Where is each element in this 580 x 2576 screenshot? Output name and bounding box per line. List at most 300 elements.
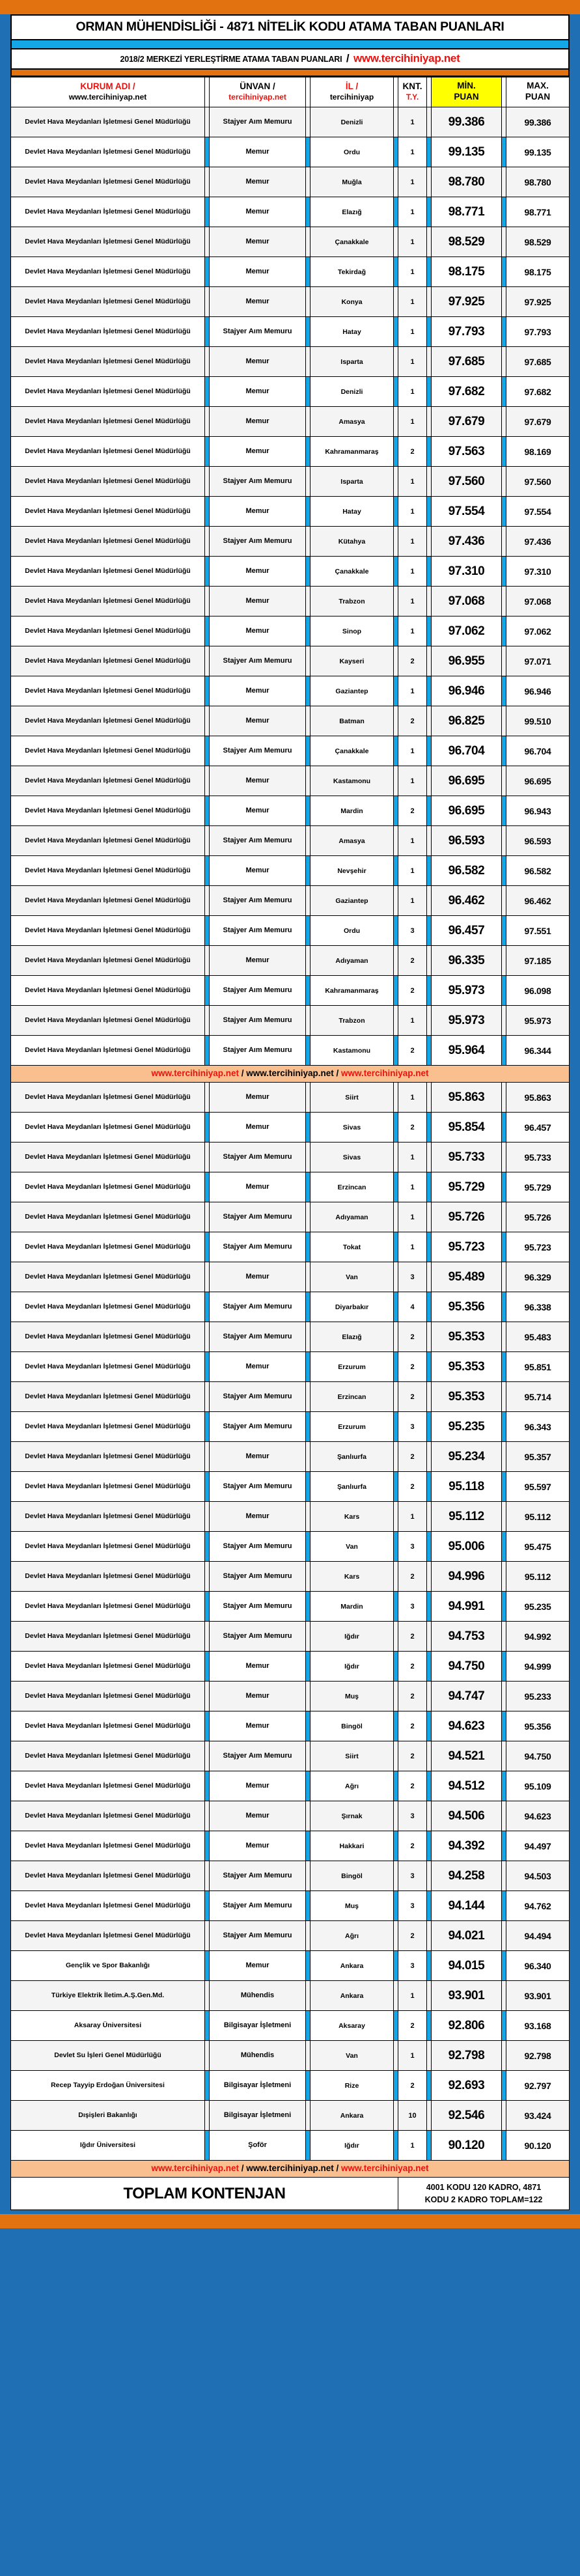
- column-separator: [306, 1232, 311, 1262]
- table-row[interactable]: [11, 1232, 570, 1262]
- column-separator: [205, 227, 210, 257]
- row-kurum-cell: Devlet Hava Meydanları İşletmesi Genel Müdürlüğü: [11, 1412, 205, 1442]
- table-row[interactable]: [11, 197, 570, 227]
- table-row[interactable]: [11, 856, 570, 886]
- column-separator: [306, 916, 311, 946]
- row-kurum-cell: Devlet Hava Meydanları İşletmesi Genel Müdürlüğü: [11, 1292, 205, 1322]
- table-row[interactable]: [11, 497, 570, 527]
- column-separator: [427, 946, 432, 976]
- column-separator: [306, 587, 311, 616]
- row-kontenjan-cell: 1: [398, 736, 427, 766]
- column-separator: [205, 856, 210, 886]
- table-row[interactable]: [11, 407, 570, 437]
- column-header-kurum[interactable]: [11, 77, 205, 107]
- column-separator: [306, 1801, 311, 1831]
- table-row[interactable]: [11, 317, 570, 347]
- row-kontenjan-cell: 1: [398, 826, 427, 856]
- row-min-puan-cell: 97.682: [432, 377, 502, 407]
- column-separator: [502, 2131, 506, 2161]
- column-separator: [306, 137, 311, 167]
- column-separator: [306, 676, 311, 706]
- table-row[interactable]: [11, 1036, 570, 1066]
- row-unvan-cell: Memur: [210, 946, 306, 976]
- column-separator: [306, 257, 311, 287]
- row-unvan-cell: Stajyer Aım Memuru: [210, 1322, 306, 1352]
- row-unvan-cell: Stajyer Aım Memuru: [210, 1532, 306, 1562]
- row-min-puan-cell: 92.806: [432, 2011, 502, 2041]
- column-separator: [306, 1951, 311, 1981]
- column-separator: [502, 77, 506, 107]
- row-kontenjan-cell: 1: [398, 557, 427, 587]
- row-kontenjan-cell: 1: [398, 616, 427, 646]
- promo-link-3[interactable]: www.tercihiniyap.net: [341, 2163, 429, 2173]
- row-il-cell: Denizli: [311, 377, 394, 407]
- row-kurum-cell: Devlet Hava Meydanları İşletmesi Genel Müdürlüğü: [11, 437, 205, 467]
- promo-link-2[interactable]: www.tercihiniyap.net: [246, 1068, 334, 1078]
- table-row[interactable]: [11, 1322, 570, 1352]
- row-unvan-cell: Memur: [210, 1711, 306, 1741]
- table-row[interactable]: [11, 1951, 570, 1981]
- row-il-cell: Kahramanmaraş: [311, 976, 394, 1006]
- column-separator: [502, 1891, 506, 1921]
- column-header-unvan-line2: tercihiniyap.net: [228, 92, 286, 102]
- row-unvan-cell: Memur: [210, 347, 306, 377]
- column-separator: [427, 1262, 432, 1292]
- table-row[interactable]: [11, 1202, 570, 1232]
- row-kurum-cell: Devlet Hava Meydanları İşletmesi Genel Müdürlüğü: [11, 1741, 205, 1771]
- table-row[interactable]: [11, 2041, 570, 2071]
- table-row[interactable]: [11, 437, 570, 467]
- column-separator: [502, 1652, 506, 1682]
- column-header-max-puan[interactable]: [506, 77, 570, 107]
- table-row[interactable]: [11, 1562, 570, 1592]
- row-kontenjan-cell: 2: [398, 1352, 427, 1382]
- row-kontenjan-cell: 1: [398, 257, 427, 287]
- table-row[interactable]: [11, 1652, 570, 1682]
- row-kurum-cell: Devlet Hava Meydanları İşletmesi Genel Müdürlüğü: [11, 1232, 205, 1262]
- row-min-puan-cell: 95.733: [432, 1143, 502, 1172]
- column-separator: [427, 1442, 432, 1472]
- table-row[interactable]: [11, 1861, 570, 1891]
- row-kurum-cell: Dışişleri Bakanlığı: [11, 2101, 205, 2131]
- column-separator: [502, 2071, 506, 2101]
- row-unvan-cell: Memur: [210, 676, 306, 706]
- row-unvan-cell: Memur: [210, 1801, 306, 1831]
- row-max-puan-cell: 94.999: [506, 1652, 570, 1682]
- row-kontenjan-cell: 2: [398, 706, 427, 736]
- row-max-puan-cell: 94.494: [506, 1921, 570, 1951]
- row-il-cell: Isparta: [311, 467, 394, 497]
- table-row[interactable]: [11, 2131, 570, 2161]
- table-row[interactable]: [11, 766, 570, 796]
- column-separator: [394, 527, 398, 557]
- row-kontenjan-cell: 1: [398, 497, 427, 527]
- row-min-puan-cell: 92.693: [432, 2071, 502, 2101]
- table-row[interactable]: [11, 1382, 570, 1412]
- table-row[interactable]: [11, 1113, 570, 1143]
- promo-link-2[interactable]: www.tercihiniyap.net: [246, 2163, 334, 2173]
- column-separator: [306, 377, 311, 407]
- column-separator: [394, 1292, 398, 1322]
- row-max-puan-cell: 95.733: [506, 1143, 570, 1172]
- column-separator: [394, 1652, 398, 1682]
- column-separator: [205, 77, 210, 107]
- column-separator: [205, 1831, 210, 1861]
- column-separator: [306, 2041, 311, 2071]
- row-kurum-cell: Gençlik ve Spor Bakanlığı: [11, 1951, 205, 1981]
- column-separator: [394, 1801, 398, 1831]
- table-row[interactable]: [11, 1981, 570, 2011]
- row-kurum-cell: Devlet Hava Meydanları İşletmesi Genel Müdürlüğü: [11, 197, 205, 227]
- total-kontenjan-label: TOPLAM KONTENJAN: [11, 2178, 398, 2210]
- column-separator: [205, 1801, 210, 1831]
- table-row[interactable]: [11, 167, 570, 197]
- table-row[interactable]: [11, 946, 570, 976]
- row-kontenjan-cell: 1: [398, 527, 427, 557]
- row-min-puan-cell: 94.996: [432, 1562, 502, 1592]
- table-row[interactable]: [11, 587, 570, 616]
- row-unvan-cell: Bilgisayar İşletmeni: [210, 2071, 306, 2101]
- row-unvan-cell: Memur: [210, 437, 306, 467]
- row-max-puan-cell: 97.685: [506, 347, 570, 377]
- row-kurum-cell: Devlet Hava Meydanları İşletmesi Genel Müdürlüğü: [11, 1006, 205, 1036]
- column-separator: [394, 976, 398, 1006]
- table-row[interactable]: [11, 1442, 570, 1472]
- column-separator: [394, 1562, 398, 1592]
- row-kurum-cell: Devlet Hava Meydanları İşletmesi Genel Müdürlüğü: [11, 916, 205, 946]
- column-separator: [427, 257, 432, 287]
- column-separator: [205, 1232, 210, 1262]
- column-separator: [394, 197, 398, 227]
- row-min-puan-cell: 99.386: [432, 107, 502, 137]
- column-separator: [205, 1891, 210, 1921]
- column-separator: [306, 2011, 311, 2041]
- table-row[interactable]: [11, 676, 570, 706]
- table-row[interactable]: [11, 1472, 570, 1502]
- column-separator: [306, 1592, 311, 1622]
- row-min-puan-cell: 95.353: [432, 1322, 502, 1352]
- row-min-puan-cell: 95.973: [432, 976, 502, 1006]
- column-separator: [306, 1172, 311, 1202]
- row-kurum-cell: Devlet Hava Meydanları İşletmesi Genel Müdürlüğü: [11, 347, 205, 377]
- column-separator: [427, 826, 432, 856]
- row-kontenjan-cell: 1: [398, 1502, 427, 1532]
- row-il-cell: Isparta: [311, 347, 394, 377]
- row-unvan-cell: Memur: [210, 197, 306, 227]
- row-max-puan-cell: 96.462: [506, 886, 570, 916]
- table-row[interactable]: [11, 287, 570, 317]
- row-kurum-cell: Devlet Hava Meydanları İşletmesi Genel Müdürlüğü: [11, 107, 205, 137]
- column-separator: [394, 706, 398, 736]
- row-unvan-cell: Memur: [210, 287, 306, 317]
- column-separator: [502, 976, 506, 1006]
- column-separator: [205, 1262, 210, 1292]
- column-separator: [394, 257, 398, 287]
- row-kurum-cell: Devlet Hava Meydanları İşletmesi Genel Müdürlüğü: [11, 1262, 205, 1292]
- table-row[interactable]: [11, 1143, 570, 1172]
- table-row[interactable]: [11, 796, 570, 826]
- row-min-puan-cell: 95.112: [432, 1502, 502, 1532]
- table-row[interactable]: [11, 2101, 570, 2131]
- column-separator: [205, 167, 210, 197]
- total-kontenjan-value: [398, 2178, 570, 2210]
- row-kurum-cell: Devlet Hava Meydanları İşletmesi Genel Müdürlüğü: [11, 676, 205, 706]
- row-max-puan-cell: 97.682: [506, 377, 570, 407]
- table-row[interactable]: [11, 2071, 570, 2101]
- column-separator: [394, 1322, 398, 1352]
- column-separator: [394, 167, 398, 197]
- column-separator: [205, 527, 210, 557]
- column-separator: [394, 1502, 398, 1532]
- column-separator: [306, 1502, 311, 1532]
- column-separator: [306, 1831, 311, 1861]
- row-kontenjan-cell: 3: [398, 1861, 427, 1891]
- table-row[interactable]: [11, 1831, 570, 1861]
- row-max-puan-cell: 98.529: [506, 227, 570, 257]
- column-separator: [427, 1891, 432, 1921]
- column-separator: [427, 1771, 432, 1801]
- row-il-cell: Erzincan: [311, 1382, 394, 1412]
- column-separator: [427, 1412, 432, 1442]
- column-separator: [205, 137, 210, 167]
- row-il-cell: Elazığ: [311, 197, 394, 227]
- subtitle-site-link[interactable]: www.tercihiniyap.net: [353, 52, 460, 64]
- row-il-cell: Mardin: [311, 1592, 394, 1622]
- column-header-il[interactable]: [311, 77, 394, 107]
- column-separator: [502, 1532, 506, 1562]
- column-separator: [502, 856, 506, 886]
- row-kurum-cell: Devlet Hava Meydanları İşletmesi Genel Müdürlüğü: [11, 706, 205, 736]
- column-separator: [502, 826, 506, 856]
- row-max-puan-cell: 95.112: [506, 1562, 570, 1592]
- table-row[interactable]: [11, 1801, 570, 1831]
- column-separator: [427, 137, 432, 167]
- row-unvan-cell: Stajyer Aım Memuru: [210, 527, 306, 557]
- table-row[interactable]: [11, 1741, 570, 1771]
- column-separator: [502, 587, 506, 616]
- table-row[interactable]: [11, 1682, 570, 1711]
- row-il-cell: Tokat: [311, 1232, 394, 1262]
- row-unvan-cell: Stajyer Aım Memuru: [210, 1202, 306, 1232]
- column-header-unvan-line1: ÜNVAN /: [240, 81, 275, 92]
- table-row[interactable]: [11, 1262, 570, 1292]
- column-separator: [427, 1502, 432, 1532]
- table-row[interactable]: [11, 1172, 570, 1202]
- row-max-puan-cell: 97.062: [506, 616, 570, 646]
- column-separator: [306, 1472, 311, 1502]
- table-row[interactable]: [11, 1711, 570, 1741]
- row-kontenjan-cell: 2: [398, 1442, 427, 1472]
- column-separator: [502, 1861, 506, 1891]
- row-min-puan-cell: 90.120: [432, 2131, 502, 2161]
- row-max-puan-cell: 94.497: [506, 1831, 570, 1861]
- table-row[interactable]: [11, 1921, 570, 1951]
- row-max-puan-cell: 95.356: [506, 1711, 570, 1741]
- row-unvan-cell: Stajyer Aım Memuru: [210, 976, 306, 1006]
- promo-link-3[interactable]: www.tercihiniyap.net: [341, 1068, 429, 1078]
- column-separator: [394, 347, 398, 377]
- table-row[interactable]: [11, 1891, 570, 1921]
- row-min-puan-cell: 97.679: [432, 407, 502, 437]
- table-row[interactable]: [11, 137, 570, 167]
- column-separator: [502, 437, 506, 467]
- promo-link-1[interactable]: www.tercihiniyap.net: [151, 2163, 239, 2173]
- table-row[interactable]: [11, 1083, 570, 1113]
- row-unvan-cell: Stajyer Aım Memuru: [210, 1412, 306, 1442]
- row-unvan-cell: Bilgisayar İşletmeni: [210, 2101, 306, 2131]
- row-kontenjan-cell: 2: [398, 1711, 427, 1741]
- table-row[interactable]: [11, 1771, 570, 1801]
- row-max-puan-cell: 96.098: [506, 976, 570, 1006]
- table-row[interactable]: [11, 1006, 570, 1036]
- row-kurum-cell: Devlet Hava Meydanları İşletmesi Genel Müdürlüğü: [11, 1036, 205, 1066]
- table-row[interactable]: [11, 257, 570, 287]
- column-separator: [205, 1711, 210, 1741]
- row-unvan-cell: Stajyer Aım Memuru: [210, 1921, 306, 1951]
- row-min-puan-cell: 94.015: [432, 1951, 502, 1981]
- table-row[interactable]: [11, 1532, 570, 1562]
- row-min-puan-cell: 97.062: [432, 616, 502, 646]
- column-separator: [502, 1741, 506, 1771]
- column-separator: [502, 287, 506, 317]
- column-header-kontenjan[interactable]: [398, 77, 427, 107]
- table-row[interactable]: [11, 1502, 570, 1532]
- row-max-puan-cell: 97.560: [506, 467, 570, 497]
- table-row[interactable]: [11, 886, 570, 916]
- row-min-puan-cell: 98.771: [432, 197, 502, 227]
- row-il-cell: Mardin: [311, 796, 394, 826]
- table-row[interactable]: [11, 706, 570, 736]
- column-separator: [427, 1352, 432, 1382]
- table-row[interactable]: [11, 1412, 570, 1442]
- row-il-cell: Trabzon: [311, 1006, 394, 1036]
- column-separator: [394, 287, 398, 317]
- row-il-cell: Kahramanmaraş: [311, 437, 394, 467]
- row-il-cell: Kars: [311, 1562, 394, 1592]
- table-row[interactable]: [11, 1622, 570, 1652]
- row-kontenjan-cell: 3: [398, 1891, 427, 1921]
- row-kurum-cell: Devlet Hava Meydanları İşletmesi Genel Müdürlüğü: [11, 1801, 205, 1831]
- table-row[interactable]: [11, 1352, 570, 1382]
- column-separator: [306, 1921, 311, 1951]
- table-row[interactable]: [11, 826, 570, 856]
- column-separator: [394, 2071, 398, 2101]
- table-row[interactable]: [11, 377, 570, 407]
- column-separator: [306, 616, 311, 646]
- row-unvan-cell: Stajyer Aım Memuru: [210, 1292, 306, 1322]
- row-max-puan-cell: 95.723: [506, 1232, 570, 1262]
- taban-puan-table: [10, 77, 570, 2210]
- column-separator: [394, 557, 398, 587]
- row-kurum-cell: Devlet Hava Meydanları İşletmesi Genel Müdürlüğü: [11, 646, 205, 676]
- table-row[interactable]: [11, 227, 570, 257]
- column-separator: [306, 1562, 311, 1592]
- table-row[interactable]: [11, 616, 570, 646]
- column-header-min-puan[interactable]: [432, 77, 502, 107]
- column-header-unvan[interactable]: [210, 77, 306, 107]
- column-separator: [394, 1262, 398, 1292]
- total-value-line1: 4001 KODU 120 KADRO, 4871: [426, 2183, 542, 2193]
- row-max-puan-cell: 96.344: [506, 1036, 570, 1066]
- row-il-cell: Kütahya: [311, 527, 394, 557]
- row-unvan-cell: Memur: [210, 407, 306, 437]
- table-row[interactable]: [11, 557, 570, 587]
- table-row[interactable]: [11, 916, 570, 946]
- table-row[interactable]: [11, 1592, 570, 1622]
- column-separator: [306, 1442, 311, 1472]
- column-separator: [427, 1592, 432, 1622]
- row-il-cell: Bingöl: [311, 1861, 394, 1891]
- row-max-puan-cell: 97.071: [506, 646, 570, 676]
- table-row[interactable]: [11, 107, 570, 137]
- row-kurum-cell: Devlet Hava Meydanları İşletmesi Genel Müdürlüğü: [11, 946, 205, 976]
- row-il-cell: Erzurum: [311, 1412, 394, 1442]
- column-separator: [394, 1921, 398, 1951]
- table-row[interactable]: [11, 976, 570, 1006]
- row-unvan-cell: Memur: [210, 377, 306, 407]
- table-row[interactable]: [11, 646, 570, 676]
- row-max-puan-cell: 96.338: [506, 1292, 570, 1322]
- table-row[interactable]: [11, 347, 570, 377]
- column-separator: [427, 1622, 432, 1652]
- table-row[interactable]: [11, 527, 570, 557]
- row-kontenjan-cell: 1: [398, 347, 427, 377]
- column-separator: [427, 347, 432, 377]
- row-max-puan-cell: 97.310: [506, 557, 570, 587]
- table-row[interactable]: [11, 1292, 570, 1322]
- row-il-cell: Ankara: [311, 2101, 394, 2131]
- column-separator: [502, 1921, 506, 1951]
- column-separator: [502, 706, 506, 736]
- row-min-puan-cell: 94.392: [432, 1831, 502, 1861]
- row-il-cell: Adıyaman: [311, 946, 394, 976]
- row-kurum-cell: Devlet Hava Meydanları İşletmesi Genel Müdürlüğü: [11, 587, 205, 616]
- table-row[interactable]: [11, 2011, 570, 2041]
- column-header-min-line1: MİN.: [457, 81, 476, 91]
- row-unvan-cell: Stajyer Aım Memuru: [210, 916, 306, 946]
- table-row[interactable]: [11, 467, 570, 497]
- row-kurum-cell: Devlet Hava Meydanları İşletmesi Genel Müdürlüğü: [11, 257, 205, 287]
- column-separator: [502, 1831, 506, 1861]
- row-kontenjan-cell: 1: [398, 227, 427, 257]
- top-accent-bar: [0, 0, 580, 14]
- column-separator: [205, 946, 210, 976]
- row-unvan-cell: Memur: [210, 1083, 306, 1113]
- row-kontenjan-cell: 2: [398, 1921, 427, 1951]
- row-il-cell: Iğdır: [311, 2131, 394, 2161]
- column-separator: [427, 197, 432, 227]
- row-max-puan-cell: 95.863: [506, 1083, 570, 1113]
- row-kontenjan-cell: 4: [398, 1292, 427, 1322]
- column-separator: [306, 1682, 311, 1711]
- subtitle-separator: /: [346, 52, 350, 64]
- row-kontenjan-cell: 2: [398, 1113, 427, 1143]
- column-separator: [427, 1562, 432, 1592]
- row-max-puan-cell: 96.457: [506, 1113, 570, 1143]
- table-row[interactable]: [11, 736, 570, 766]
- column-separator: [427, 2011, 432, 2041]
- row-kurum-cell: Devlet Hava Meydanları İşletmesi Genel Müdürlüğü: [11, 1711, 205, 1741]
- column-separator: [394, 227, 398, 257]
- column-separator: [427, 407, 432, 437]
- promo-banner-bottom-cell[interactable]: [11, 2161, 570, 2178]
- column-separator: [502, 1801, 506, 1831]
- row-kontenjan-cell: 2: [398, 2011, 427, 2041]
- promo-banner-middle-cell[interactable]: [11, 1066, 570, 1083]
- total-value-line2: KODU 2 KADRO TOPLAM=122: [424, 2195, 543, 2204]
- column-separator: [427, 1472, 432, 1502]
- promo-link-1[interactable]: www.tercihiniyap.net: [151, 1068, 239, 1078]
